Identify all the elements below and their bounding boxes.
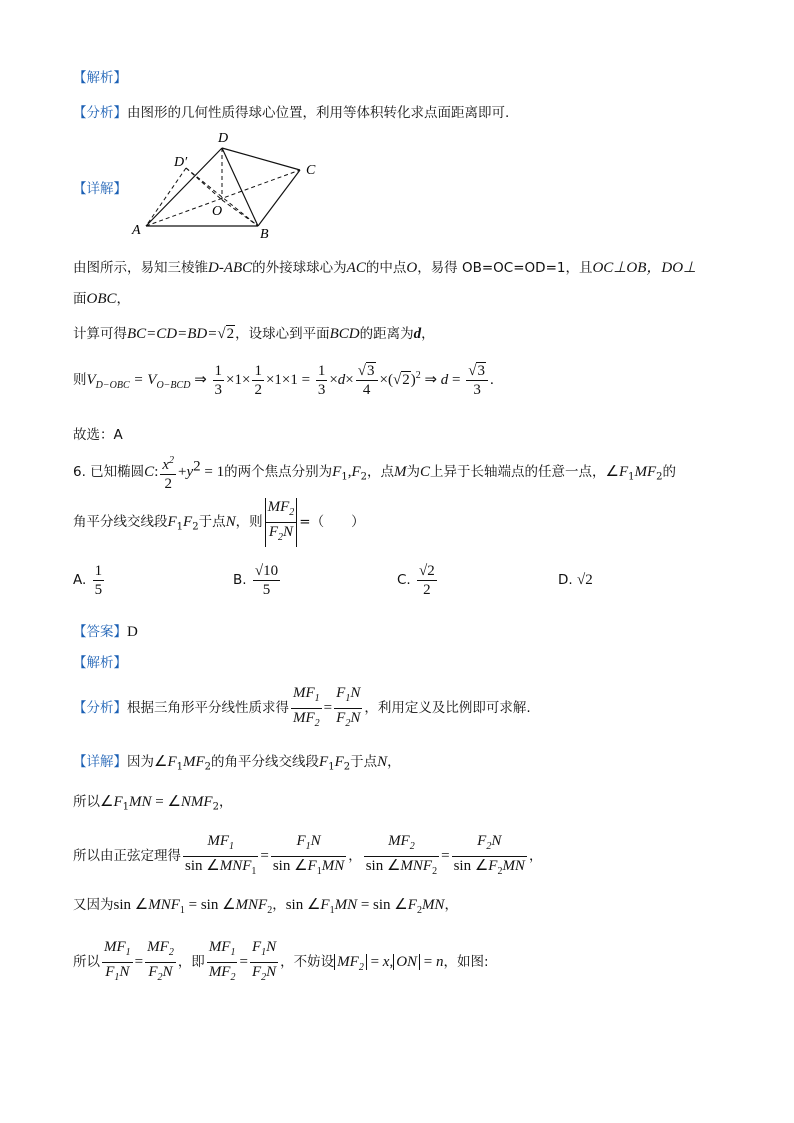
option-C[interactable]: C. $\frac{√2}{2}$	[397, 563, 435, 598]
option-D[interactable]: D. √2	[558, 572, 593, 588]
xiangjie-tag: 【详解】	[73, 181, 127, 197]
q6-detail-line-2: 所以$\angle F_1MN$ = $\angle NMF_2$，	[73, 794, 233, 813]
fenxi-text: 由图形的几何性质得球心位置，利用等体积转化求点面距离即可.	[127, 105, 510, 121]
label-O: O	[212, 204, 223, 219]
q6-jiexi-tag: 【解析】	[73, 655, 127, 671]
q6-sine-rule: 所以由正弦定理得 $\frac{MF_1}{\sin \angle MNF_1}$ = $\frac{F_1N}{\sin \angle F_1MN}$ ， $\frac{MF_2}{\sin \angle MNF_2}$ = $\frac{F_2N}{\sin \angle F_2MN}$ ，	[73, 833, 543, 877]
solution-line-2: 面OBC，	[73, 291, 130, 307]
tetrahedron-figure	[130, 128, 330, 243]
label-B: B	[260, 227, 269, 242]
q6-detail-line-5: 所以 $\frac{MF_1}{F_1N}$ = $\frac{MF_2}{F_2N}$ ，即 $\frac{MF_1}{MF_2}$ = $\frac{F_1N}{F_2N}$ ，不妨设 $MF_2 = x$, ON = n，如图:	[73, 939, 489, 983]
label-C: C	[306, 163, 316, 178]
analysis-line	[73, 101, 509, 121]
option-B[interactable]: B. $\frac{√10}{5}$	[233, 563, 279, 598]
answer-line-q5: 故选：A	[73, 427, 123, 443]
q6-stem-line-1: 6. 已知椭圆C: $\frac{x^2}{2}$ $+y^2 = 1$的两个焦点分别为$F_1,F_2$，点M为C上异于长轴端点的任意一点，$\angle F_1MF_2$的	[73, 452, 676, 493]
jiexi-tag: 【解析】	[73, 70, 127, 86]
q6-detail-line-4: 又因为$\sin \angle MNF_1 = \sin$ $\angle MNF_2$，$\sin \angle F_1MN = \sin$ $\angle F_2MN$，	[73, 897, 458, 916]
q6-stem-line-2: 角平分线交线段$F_1F_2$于点N，则 $\frac{MF_2}{F_2N}$ =（ ）	[73, 498, 365, 547]
solution-line-3: 计算可得BC=CD=BD=√2，设球心到平面BCD的距离为d，	[73, 326, 435, 342]
label-D: D	[218, 131, 229, 146]
q6-detail-line-1: 【详解】因为$\angle F_1MF_2$的角平分线交线段$F_1F_2$于点N，	[73, 754, 401, 773]
option-A[interactable]: A. $\frac{1}{5}$	[73, 563, 103, 598]
volume-equation: 则$V_{D-OBC} = V_{O-BCD}$ ⇒ $\frac{1}{3}$ ×1× $\frac{1}{2}$ ×1×1 = $\frac{1}{3}$ ×d× $\frac{√3}{4}$ $\times(√2)^2$ ⇒ d = $\frac{√3}{3}$ .	[73, 363, 494, 398]
q6-analysis: 【分析】根据三角形平分线性质求得 $\frac{MF_1}{MF_2}$ = $\frac{F_1N}{F_2N}$ ，利用定义及比例即可求解.	[73, 685, 531, 729]
label-A: A	[132, 223, 141, 238]
solution-line-1: 由图所示，易知三棱锥D-ABC的外接球球心为AC的中点O，易得 OB=OC=OD=1，且OC⊥OB，DO⊥	[73, 260, 697, 276]
label-Dprime: D′	[174, 155, 188, 170]
fenxi-tag: 【分析】	[73, 105, 127, 121]
answer-line-q6: 【答案】D	[73, 624, 138, 640]
